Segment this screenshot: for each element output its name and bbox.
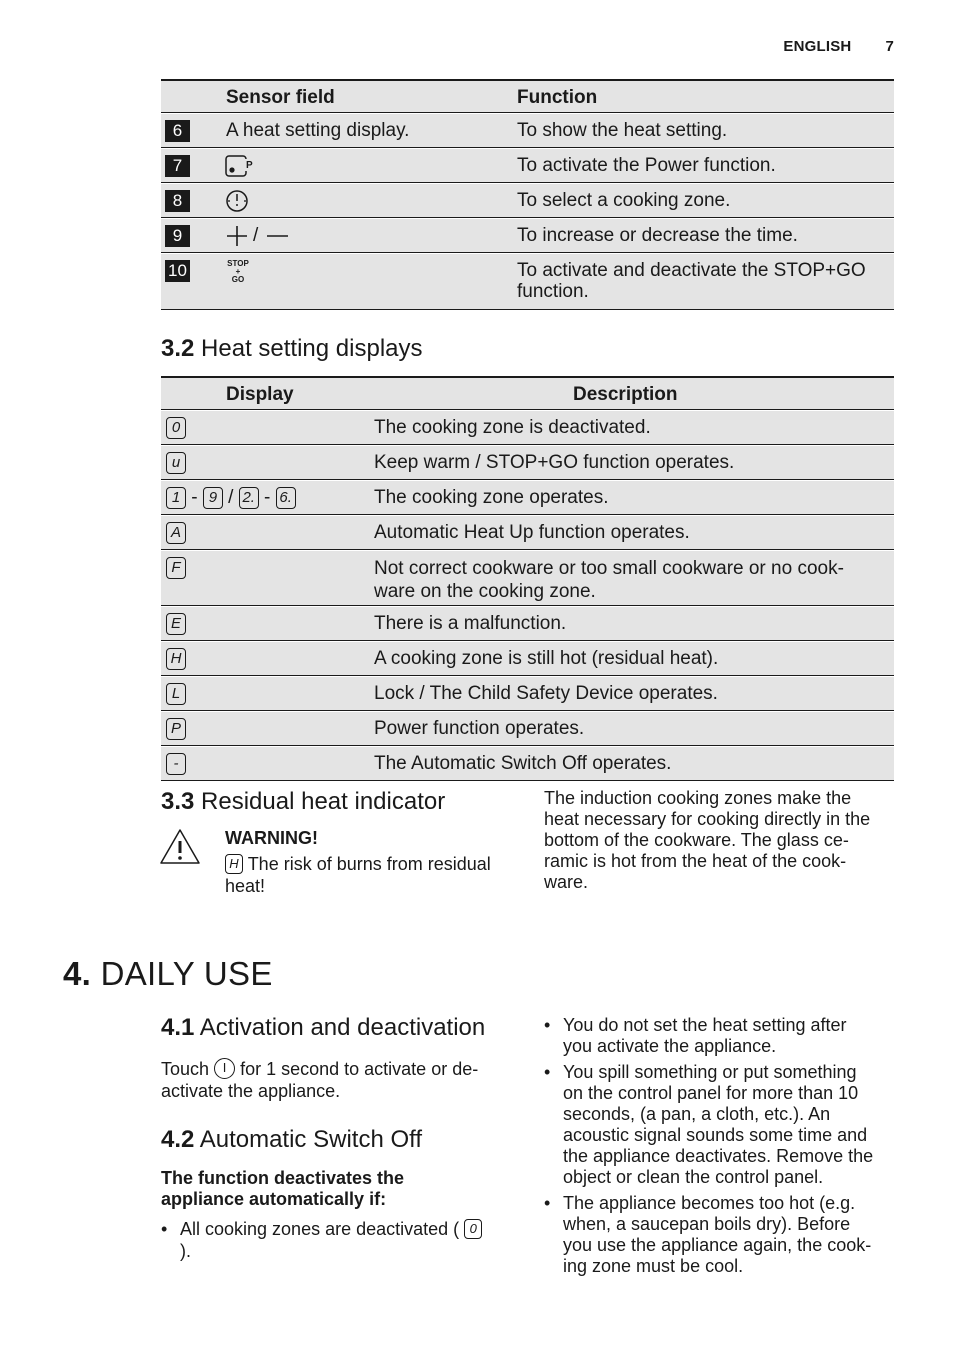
text-line: ware. <box>544 872 589 892</box>
section-4-2-heading <box>161 1126 422 1154</box>
text-line: you activate the appliance. <box>563 1036 777 1056</box>
sensor-function: To activate and deactivate the STOP+GO function. <box>517 260 866 302</box>
desc-line: ware on the cooking zone. <box>374 581 596 602</box>
display-desc: The cooking zone is deactivated. <box>374 417 651 438</box>
section-title: Automatic Switch Off <box>199 1126 423 1153</box>
desc-line: Not correct cookware or too small cookware or no cook- <box>374 558 844 579</box>
section-number: 3.3 <box>161 788 195 815</box>
display-symbol: 1 <box>166 487 186 509</box>
sensor-function: To increase or decrease the time. <box>517 225 798 246</box>
text-line: when, a saucepan boils dry). Before <box>563 1214 851 1234</box>
row-number: 7 <box>165 155 190 177</box>
warning-triangle-icon <box>159 828 201 871</box>
sensor-row-6 <box>161 114 894 148</box>
page-header <box>783 38 894 55</box>
residual-heat-explanation <box>544 788 889 893</box>
col-description: Description <box>573 384 678 405</box>
col-sensor-field: Sensor field <box>226 87 335 108</box>
sensor-row-8 <box>161 184 894 218</box>
section-title: Residual heat indicator <box>201 788 446 815</box>
display-row <box>161 677 894 711</box>
auto-off-lead <box>161 1168 511 1210</box>
list-item <box>544 1062 894 1188</box>
list-item <box>544 1015 894 1057</box>
display-desc: There is a malfunction. <box>374 613 567 634</box>
language-label: ENGLISH <box>783 38 852 55</box>
section-3-3-heading <box>161 788 445 816</box>
display-desc: Keep warm / STOP+GO function operates. <box>374 452 735 473</box>
power-icon <box>225 154 255 184</box>
sensor-row-10 <box>161 254 894 310</box>
display-symbol-range <box>166 487 296 509</box>
text-line: seconds, (a pan, a cloth, etc.). An <box>563 1104 831 1124</box>
display-symbol: 2. <box>239 487 259 509</box>
section-4-1-heading <box>161 1014 485 1042</box>
text-line: acoustic signal sounds some time and <box>563 1125 868 1145</box>
sensor-function: To show the heat setting. <box>517 120 728 141</box>
text-line: heat necessary for cooking directly in the <box>544 809 871 829</box>
text-line: • The appliance becomes too hot (e.g. <box>563 1193 856 1213</box>
text-line: the appliance deactivates. Remove the <box>563 1146 874 1166</box>
display-symbol: 0 <box>166 417 186 439</box>
text-line: • You spill something or put something <box>563 1062 857 1082</box>
page-number: 7 <box>885 38 894 55</box>
on-off-symbol: I <box>222 1060 227 1076</box>
col-function: Function <box>517 87 598 108</box>
sensor-row-7 <box>161 149 894 183</box>
display-symbol: F <box>166 557 186 579</box>
text-line: The induction cooking zones make the <box>544 788 852 808</box>
display-desc: Automatic Heat Up function operates. <box>374 522 690 543</box>
text-fragment: Touch <box>161 1059 210 1079</box>
display-row <box>161 747 894 781</box>
warning-title: WARNING! <box>225 828 318 848</box>
list-item <box>544 1193 894 1277</box>
display-symbol: u <box>166 452 186 474</box>
range-sep: / <box>228 487 234 509</box>
display-symbol: L <box>166 683 186 705</box>
chapter-title: DAILY USE <box>100 955 273 992</box>
display-table <box>161 376 894 781</box>
row-number: 9 <box>165 225 190 247</box>
warning-text <box>225 853 515 897</box>
warning-line: heat! <box>225 876 266 896</box>
row-number: 8 <box>165 190 190 212</box>
row-number: 6 <box>165 120 190 142</box>
display-desc: The cooking zone operates. <box>374 487 609 508</box>
display-row <box>161 642 894 676</box>
sensor-row-9 <box>161 219 894 253</box>
sensor-function: To activate the Power function. <box>517 155 776 176</box>
display-row <box>161 712 894 746</box>
section-number: 3.2 <box>161 335 195 362</box>
display-desc: A cooking zone is still hot (residual heat). <box>374 648 719 669</box>
svg-text:P: P <box>246 160 253 171</box>
display-row <box>161 481 894 515</box>
list-item <box>161 1218 511 1262</box>
text-line: ramic is hot from the heat of the cook- <box>544 851 847 871</box>
display-symbol: P <box>166 718 186 740</box>
text-line: ing zone must be cool. <box>563 1256 744 1276</box>
text-line: bottom of the cookware. The glass ce- <box>544 830 849 850</box>
lead-line: appliance automatically if: <box>161 1189 387 1209</box>
sensor-function: To select a cooking zone. <box>517 190 731 211</box>
lead-line: The function deactivates the <box>161 1168 405 1188</box>
display-symbol: - <box>166 753 186 775</box>
chapter-number: 4. <box>63 955 92 992</box>
section-number: 4.1 <box>161 1014 195 1041</box>
text-fragment: ). <box>180 1241 191 1261</box>
text-fragment: for 1 second to activate or de- <box>240 1059 479 1079</box>
display-desc: The Automatic Switch Off operates. <box>374 753 672 774</box>
text-line: object or clean the control panel. <box>563 1167 824 1187</box>
activation-text <box>161 1058 511 1102</box>
residual-heat-symbol: H <box>225 854 243 874</box>
display-row <box>161 551 894 606</box>
col-display: Display <box>226 384 294 405</box>
on-off-icon <box>214 1058 235 1079</box>
display-desc <box>374 557 889 603</box>
text-line: • You do not set the heat setting after <box>563 1015 847 1035</box>
text-fragment: activate the appliance. <box>161 1081 341 1101</box>
auto-off-list-right <box>544 1015 894 1282</box>
plus-minus-separator: / <box>253 225 259 246</box>
stop-go-bot: GO <box>231 275 245 284</box>
display-table-header <box>161 376 894 410</box>
display-symbol: E <box>166 613 186 635</box>
stop-go-mid: + <box>235 267 241 276</box>
range-sep: - <box>191 487 198 509</box>
sensor-field-table <box>161 79 894 310</box>
display-symbol: 6. <box>276 487 296 509</box>
text-line: you use the appliance again, the cook- <box>563 1235 872 1255</box>
zone-select-icon <box>225 189 251 219</box>
auto-off-list-left <box>161 1218 511 1267</box>
sensor-table-header <box>161 79 894 113</box>
chapter-4-heading <box>63 955 273 993</box>
section-title: Heat setting displays <box>201 335 423 362</box>
range-sep: - <box>264 487 271 509</box>
display-symbol: A <box>166 522 186 544</box>
display-desc: Lock / The Child Safety Device operates. <box>374 683 718 704</box>
warning-line: The risk of burns from residual <box>247 854 491 874</box>
section-number: 4.2 <box>161 1126 195 1153</box>
display-desc: Power function operates. <box>374 718 585 739</box>
stop-go-top: STOP <box>227 259 249 268</box>
display-row <box>161 411 894 445</box>
stop-go-icon <box>225 260 251 284</box>
row-number: 10 <box>165 260 190 282</box>
section-title: Activation and deactivation <box>199 1014 486 1041</box>
text-line: on the control panel for more than 10 <box>563 1083 859 1103</box>
text-fragment: All cooking zones are deactivated ( <box>180 1219 460 1239</box>
display-symbol: 0 <box>464 1219 482 1239</box>
display-row <box>161 516 894 550</box>
display-row <box>161 607 894 641</box>
section-3-2-heading <box>161 335 423 363</box>
plus-minus-icons <box>225 224 295 254</box>
sensor-field: A heat setting display. <box>226 120 410 141</box>
display-symbol: H <box>166 648 186 670</box>
display-row <box>161 446 894 480</box>
display-symbol: 9 <box>203 487 223 509</box>
